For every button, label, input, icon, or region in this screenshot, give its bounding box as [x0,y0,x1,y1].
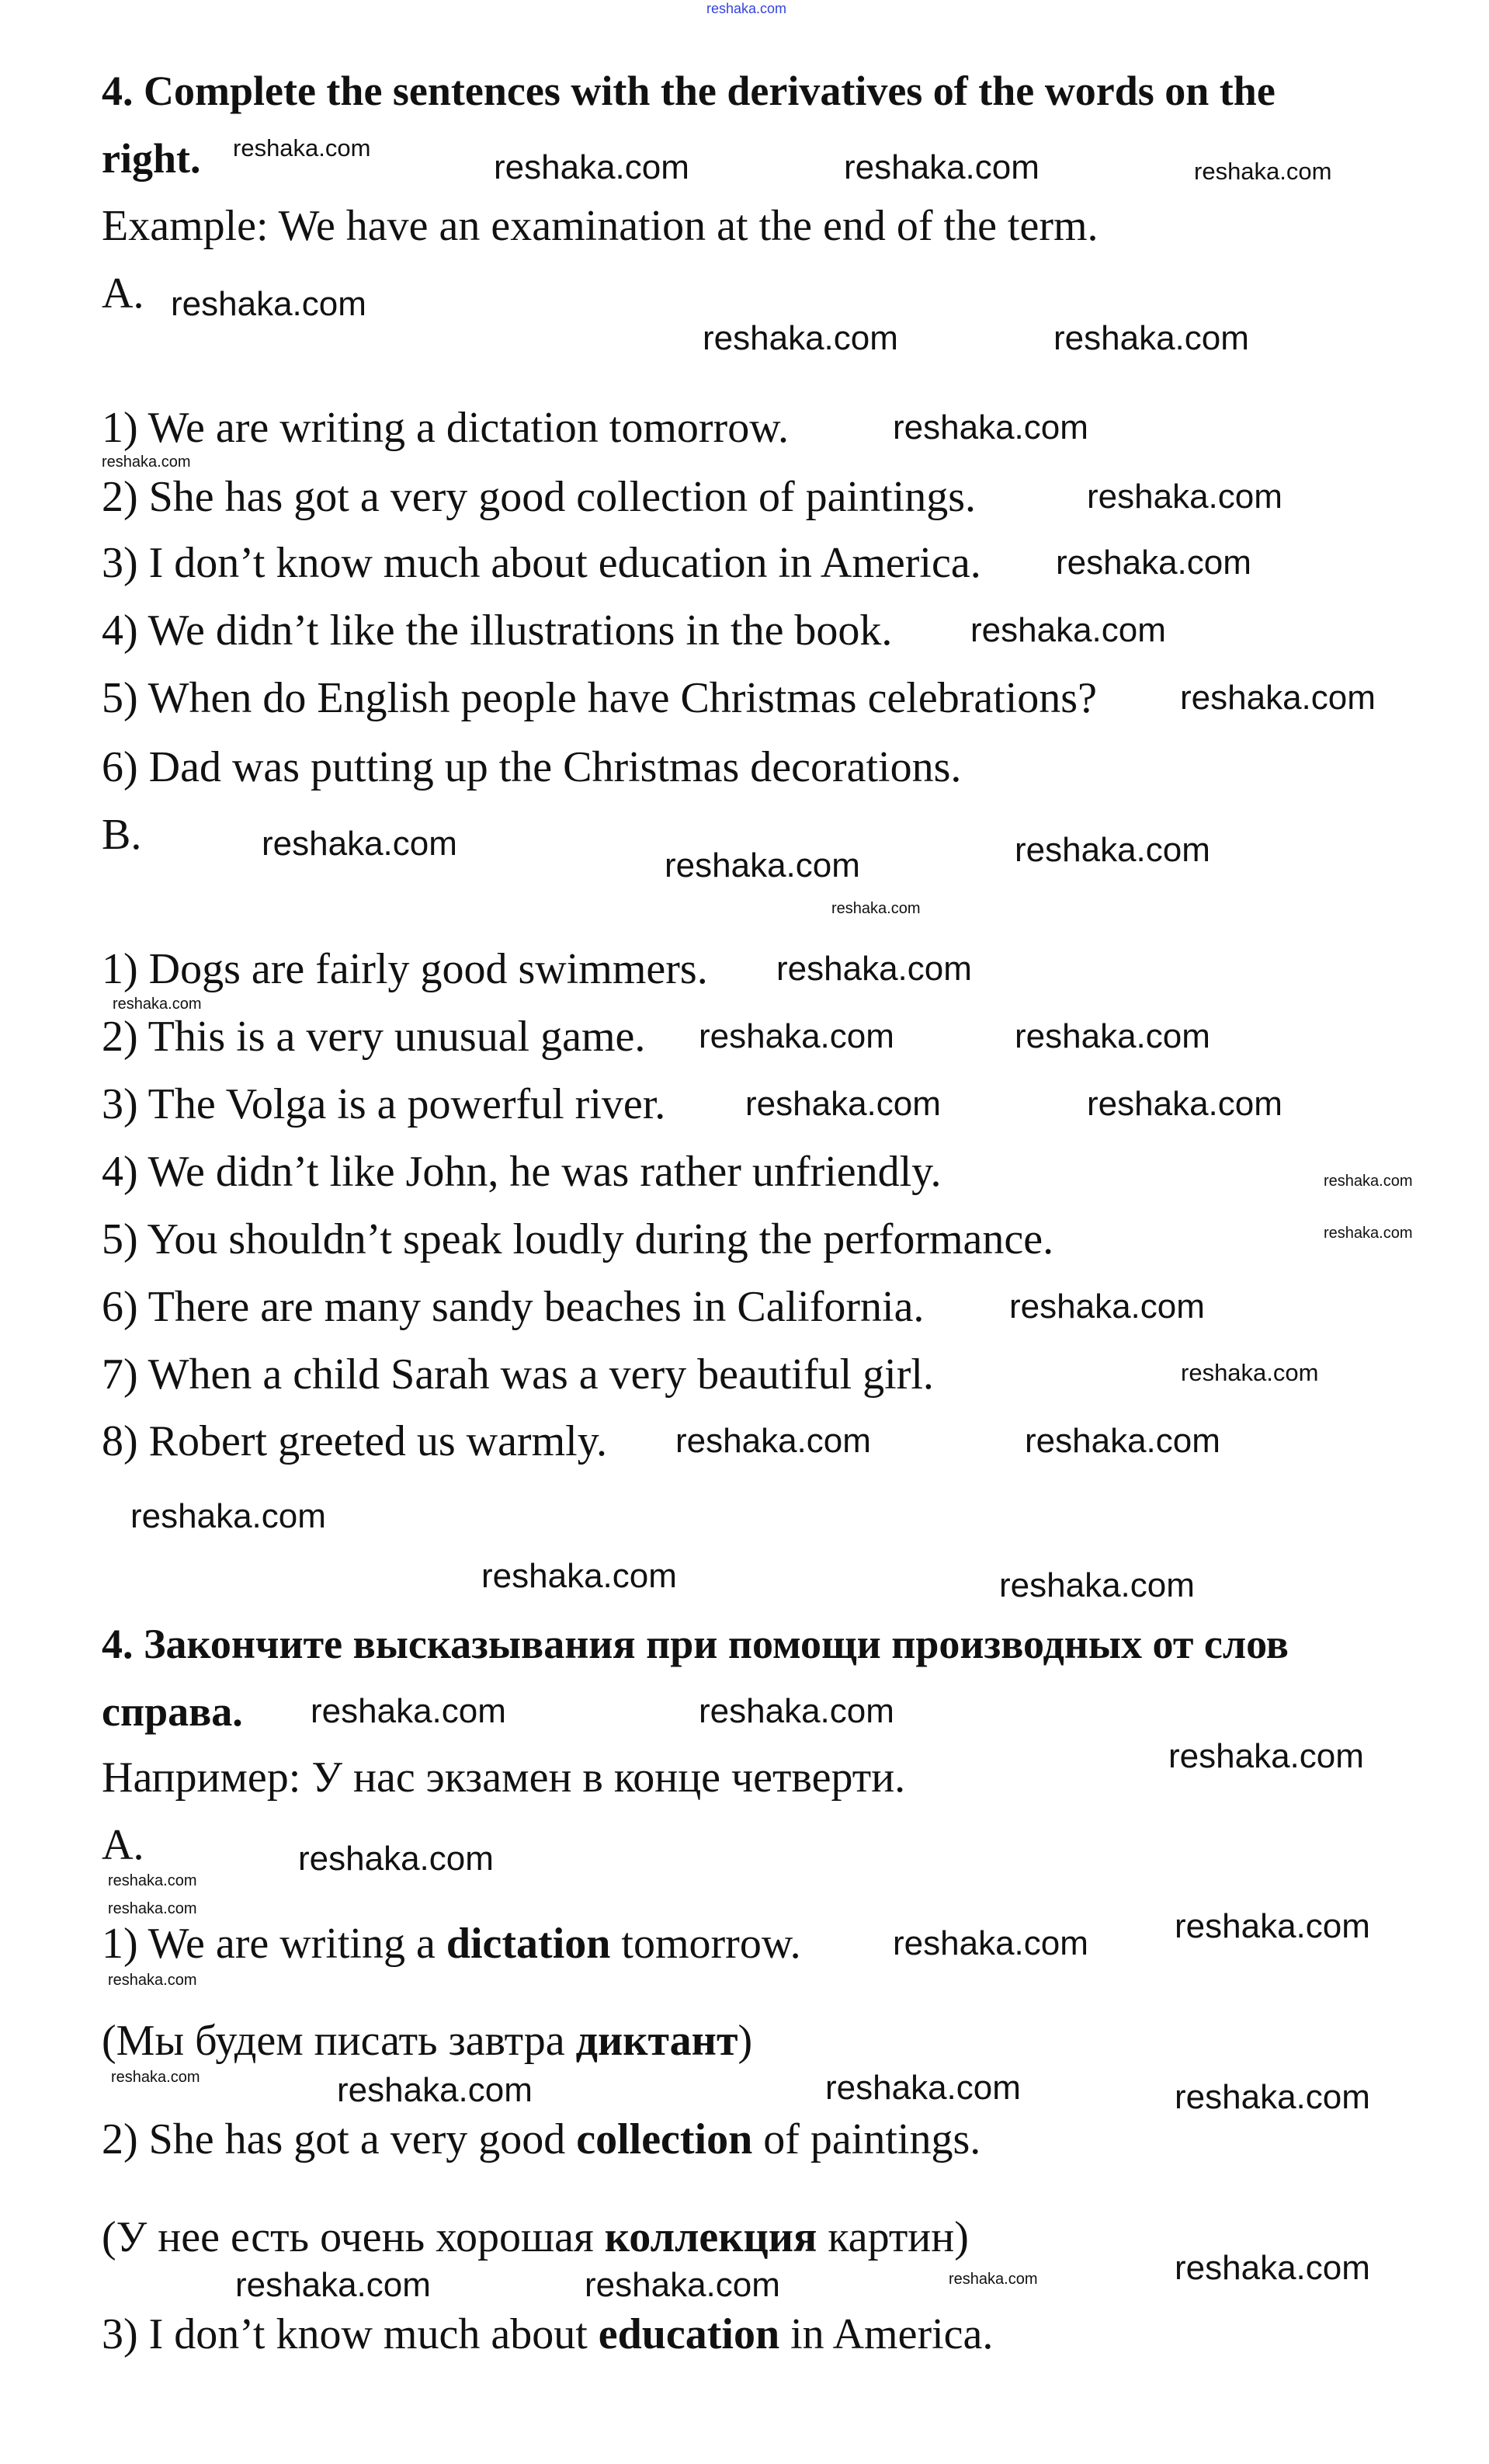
watermark-text: reshaka.com [311,1692,506,1730]
watermark-text: reshaka.com [102,454,191,471]
text-segment: 2) She has got a very good collection of paintings. [102,473,976,521]
text-segment: in America. [779,2310,994,2358]
text-segment: of paintings. [752,2115,981,2163]
watermark-text: reshaka.com [1025,1422,1220,1460]
text-segment: 6) There are many sandy beaches in California. [102,1283,925,1331]
text-line [102,538,981,588]
text-line [102,1215,1053,1264]
watermark-text: reshaka.com [113,996,202,1013]
watermark-text: reshaka.com [893,1924,1088,1962]
watermark-text: reshaka.com [665,846,860,884]
text-line [102,606,892,655]
watermark-text: reshaka.com [1324,1225,1413,1242]
watermark-text: reshaka.com [1015,1017,1210,1055]
watermark-text: reshaka.com [999,1566,1195,1604]
text-line [102,1147,942,1197]
watermark-text: reshaka.com [745,1085,941,1123]
watermark-text: reshaka.com [233,134,371,162]
watermark-text: reshaka.com [1175,2078,1370,2116]
text-segment: 6) Dad was putting up the Christmas decorations. [102,743,962,791]
text-segment: B. [102,811,142,859]
text-line [102,1012,645,1062]
text-segment: 4) We didn’t like the illustrations in the book. [102,606,893,655]
text-line [102,1416,607,1466]
text-segment: ) [738,2017,753,2065]
text-line [102,1820,144,1870]
watermark-text: reshaka.com [776,950,972,988]
text-segment: right. [102,135,201,182]
text-line [102,2115,981,2164]
text-segment: 3) I don’t know much about [102,2310,599,2358]
watermark-text: reshaka.com [1009,1288,1205,1326]
exercise-heading-line [102,1687,243,1736]
watermark-text: reshaka.com [703,319,898,357]
watermark-text: reshaka.com [585,2266,780,2304]
text-line [102,2212,969,2262]
text-line [102,944,708,994]
text-segment: tomorrow. [610,1920,801,1968]
watermark-text: reshaka.com [970,611,1166,649]
text-segment: A. [102,269,144,318]
answer-word: education [598,2310,780,2358]
watermark-text: reshaka.com [1087,478,1282,516]
answer-word: collection [576,2115,753,2163]
text-line [102,1282,924,1332]
text-line [102,201,1099,251]
watermark-text: reshaka.com [1056,544,1251,582]
text-line [102,673,1097,723]
text-segment: 1) We are writing a dictation tomorrow. [102,404,790,452]
text-line [102,1079,665,1129]
answer-word: диктант [575,2017,738,2065]
watermark-text: reshaka.com [111,2069,200,2086]
watermark-text: reshaka.com [1181,1358,1319,1386]
watermark-text: reshaka.com [1175,2249,1370,2287]
text-segment: (Мы будем писать завтра [102,2017,576,2065]
text-segment: 7) When a child Sarah was a very beautiful girl. [102,1350,934,1399]
watermark-text: reshaka.com [235,2266,431,2304]
watermark-text: reshaka.com [675,1422,871,1460]
watermark-text: reshaka.com [825,2069,1021,2107]
answer-word: dictation [446,1920,611,1968]
text-segment: (У нее есть очень хорошая [102,2213,605,2261]
watermark-text: reshaka.com [699,1017,894,1055]
text-segment: картин) [817,2213,969,2261]
text-line [102,1350,934,1399]
text-segment: Например: У нас экзамен в конце четверти. [102,1753,906,1802]
watermark-text: reshaka.com [171,285,366,323]
watermark-text: reshaka.com [262,825,457,863]
text-line [102,810,141,860]
watermark-text: reshaka.com [699,1692,894,1730]
text-line [102,2309,993,2359]
watermark-text: reshaka.com [130,1497,326,1535]
text-segment: 8) Robert greeted us warmly. [102,1417,608,1465]
watermark-text: reshaka.com [494,148,689,186]
text-segment: 3) I don’t know much about education in America. [102,539,981,587]
watermark-text: reshaka.com [949,2271,1038,2288]
watermark-text: reshaka.com [481,1557,677,1595]
text-segment: Example: We have an examination at the end of the term. [102,202,1099,250]
text-segment: 4) We didn’t like John, he was rather unfriendly. [102,1148,942,1196]
watermark-text: reshaka.com [108,1972,197,1989]
text-segment: A. [102,1821,144,1869]
watermark-text: reshaka.com [1015,831,1210,869]
watermark-text: reshaka.com [298,1840,494,1878]
text-line [102,2016,752,2066]
watermark-text: reshaka.com [108,1900,197,1917]
text-line [102,742,961,792]
text-line [102,472,976,522]
exercise-heading-line [102,134,201,183]
watermark-text: reshaka.com [1194,157,1332,185]
text-segment: 2) This is a very unusual game. [102,1013,646,1061]
text-segment: 1) We are writing a [102,1920,446,1968]
watermark-text: reshaka.com [844,148,1040,186]
watermark-text: reshaka.com [1175,1907,1370,1945]
text-segment: 5) When do English people have Christmas celebrations? [102,674,1097,722]
text-segment: 5) You shouldn’t speak loudly during the performance. [102,1215,1054,1263]
text-line [102,269,144,318]
watermark-text: reshaka.com [1168,1737,1364,1775]
watermark-text: reshaka.com [831,900,921,917]
exercise-heading-line [102,66,1276,116]
text-segment: 4. Закончите высказывания при помощи производных от слов [102,1621,1289,1667]
watermark-text: reshaka.com [1087,1085,1282,1123]
text-segment: справа. [102,1688,243,1735]
top-watermark: reshaka.com [706,1,787,16]
text-segment: 2) She has got a very good [102,2115,577,2163]
watermark-text: reshaka.com [108,1872,197,1889]
text-segment: 1) Dogs are fairly good swimmers. [102,945,708,993]
watermark-text: reshaka.com [1324,1173,1413,1190]
watermark-text: reshaka.com [337,2071,533,2109]
watermark-text: reshaka.com [1053,319,1249,357]
answer-word: коллекция [604,2213,817,2261]
text-segment: 4. Complete the sentences with the derivatives of the words on the [102,68,1276,114]
watermark-text: reshaka.com [1180,679,1376,717]
exercise-heading-line [102,1619,1289,1669]
text-line [102,1919,801,1969]
text-segment: 3) The Volga is a powerful river. [102,1080,666,1128]
text-line [102,403,789,453]
text-line [102,1753,905,1802]
watermark-text: reshaka.com [893,408,1088,447]
